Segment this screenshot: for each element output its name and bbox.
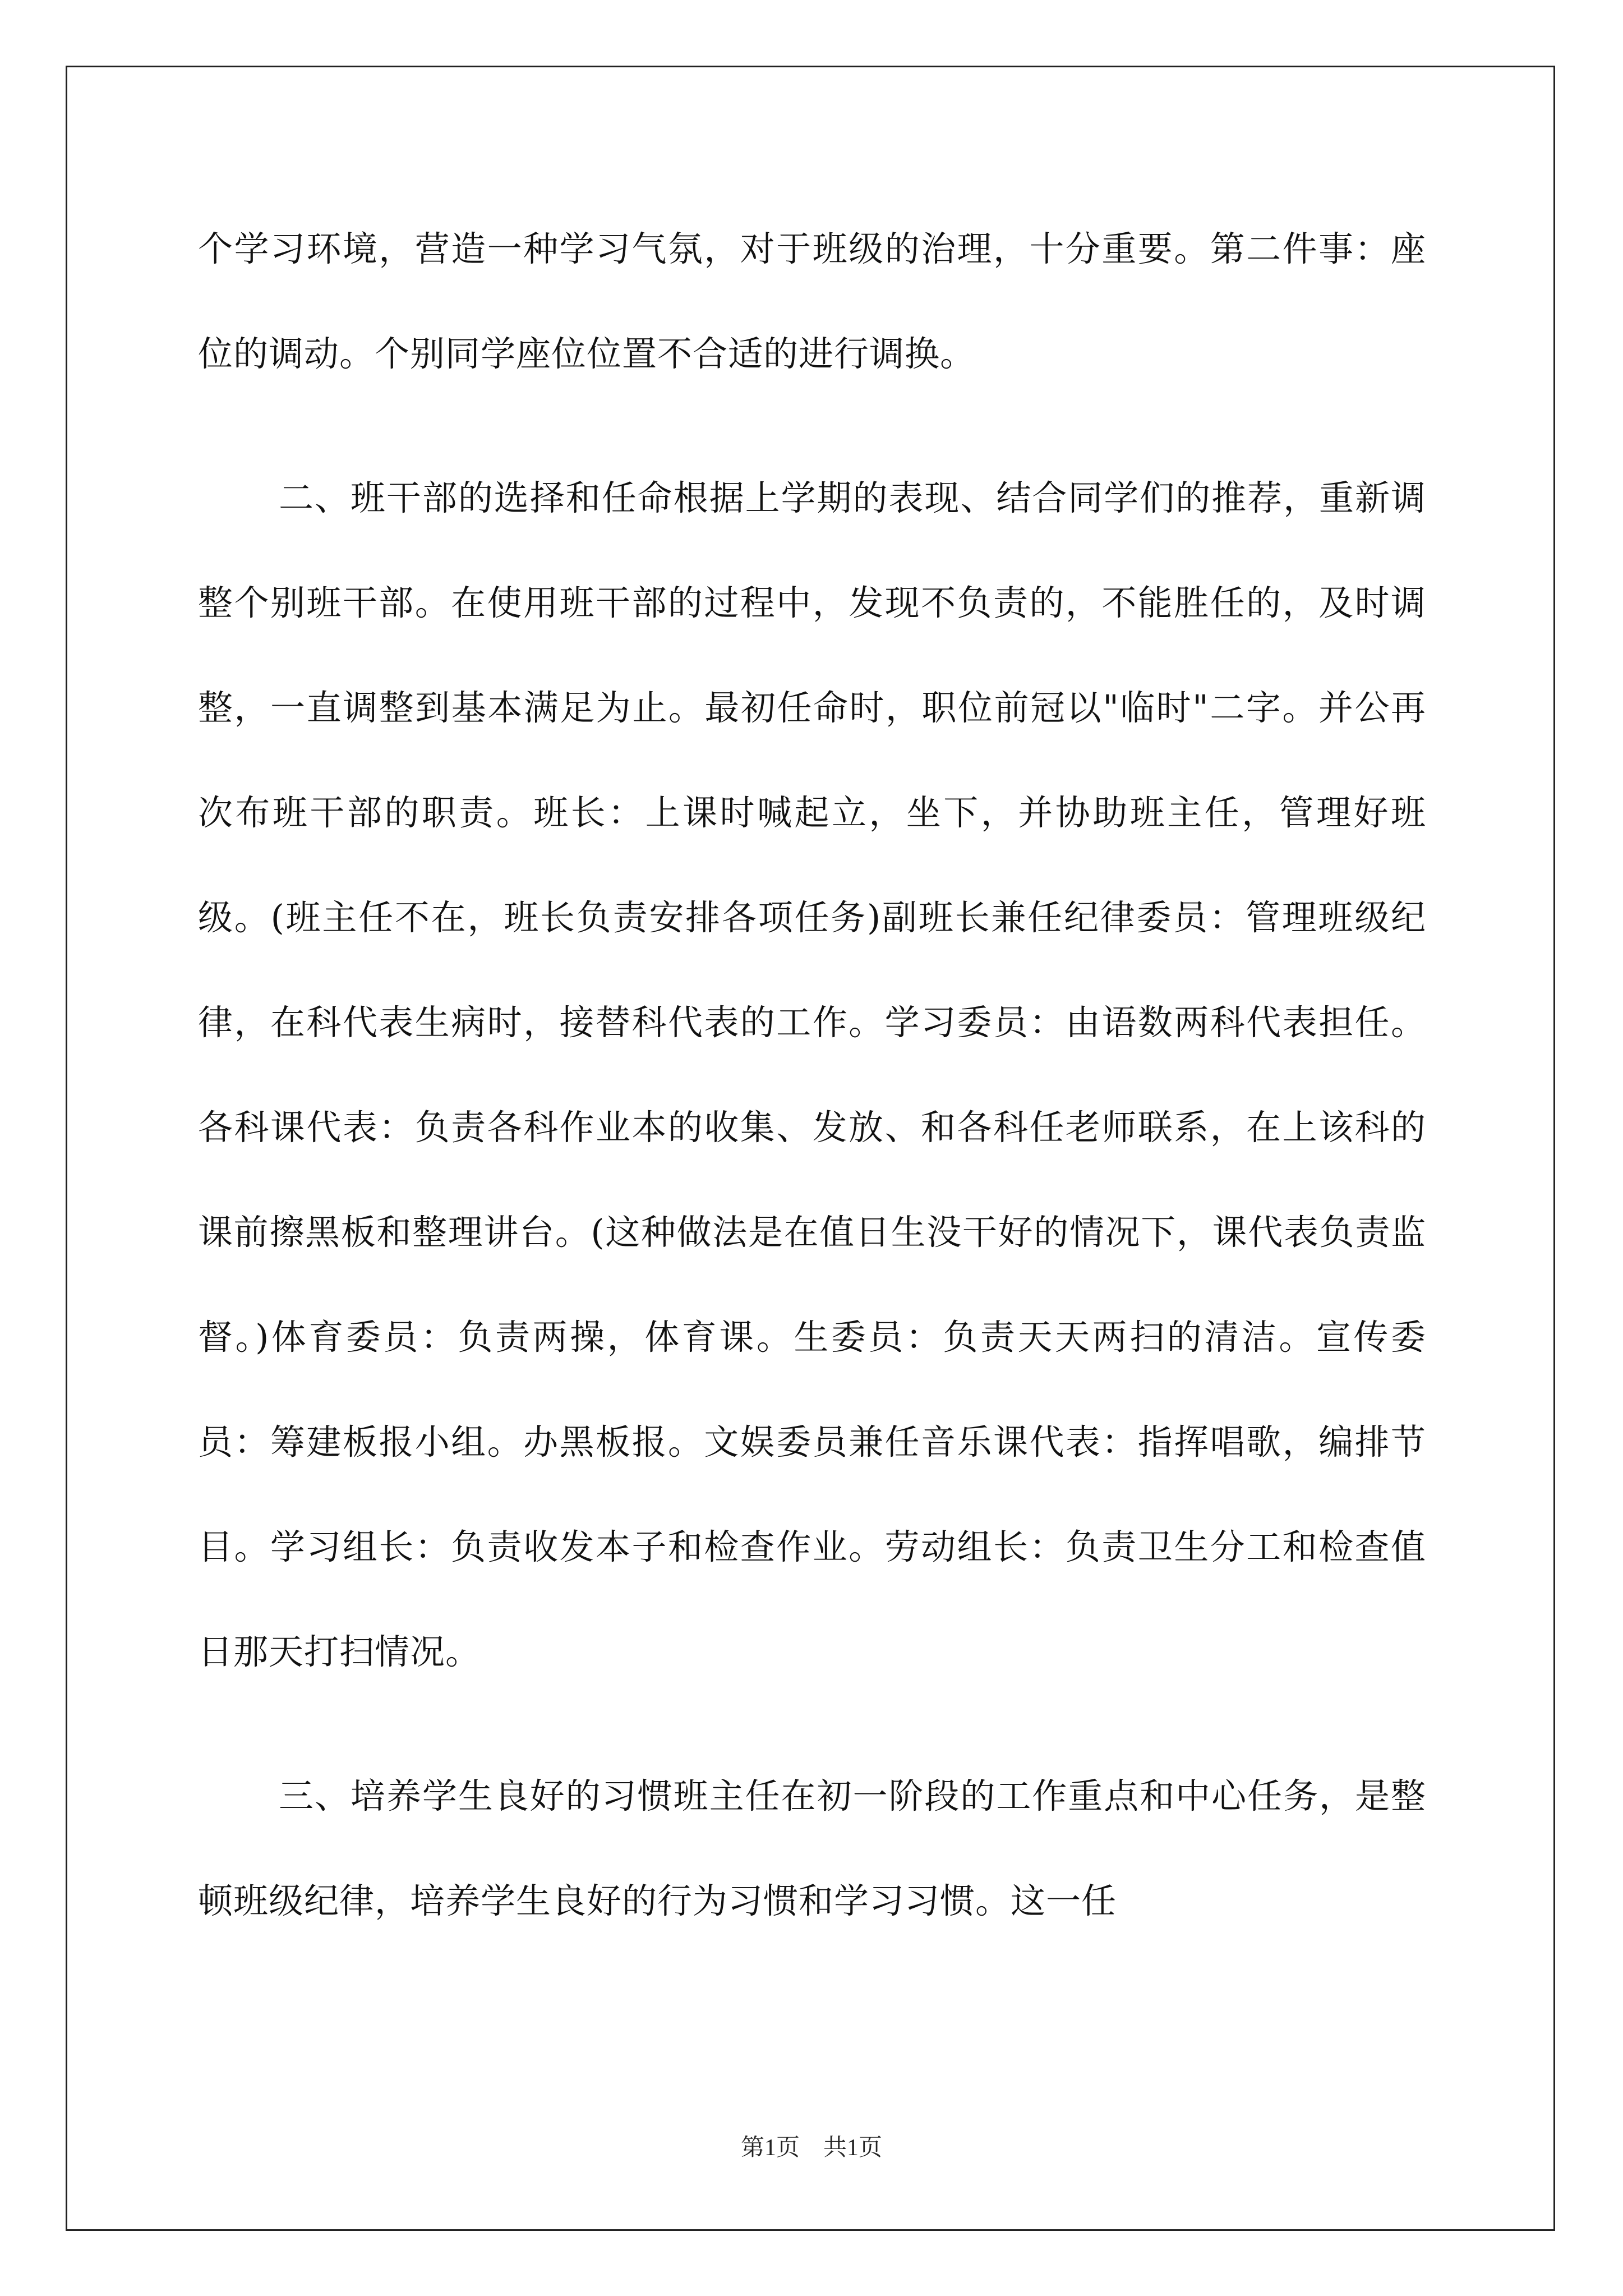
paragraph-3: 三、培养学生良好的习惯班主任在初一阶段的工作重点和中心任务，是整顿班级纪律，培养学生良好的行为习惯和学习习惯。这一任	[198, 1775, 1426, 1921]
paragraph-2: 二、班干部的选择和任命根据上学期的表现、结合同学们的推荐，重新调整个别班干部。在使用班干部的过程中，发现不负责的，不能胜任的，及时调整，一直调整到基本满足为止。最初任命时，职位前冠以"临时"二字。并公再次布班干部的职责。班长：上课时喊起立，坐下，并协助班主任，管理好班级。(班主任不在，班长负责安排各项任务)副班长兼任纪律委员：管理班级纪律，在科代表生病时，接替科代表的工作。学习委员：由语数两科代表担任。各科课代表：负责各科作业本的收集、发放、和各科任老师联系，在上该科的课前擦黑板和整理讲台。(这种做法是在值日生没干好的情况下，课代表负责监督。)体育委员：负责两操，体育课。生委员：负责天天两扫的清洁。宣传委员：筹建板报小组。办黑板报。文娱委员兼任音乐课代表：指挥唱歌，编排节目。学习组长：负责收发本子和检查作业。劳动组长：负责卫生分工和检查值日那天打扫情况。	[198, 477, 1426, 1672]
paragraph-1: 个学习环境，营造一种学习气氛，对于班级的治理，十分重要。第二件事：座位的调动。个别同学座位位置不合适的进行调换。	[198, 228, 1426, 374]
page-number-footer: 第1页 共1页	[740, 2135, 882, 2161]
document-body	[198, 196, 1426, 1953]
